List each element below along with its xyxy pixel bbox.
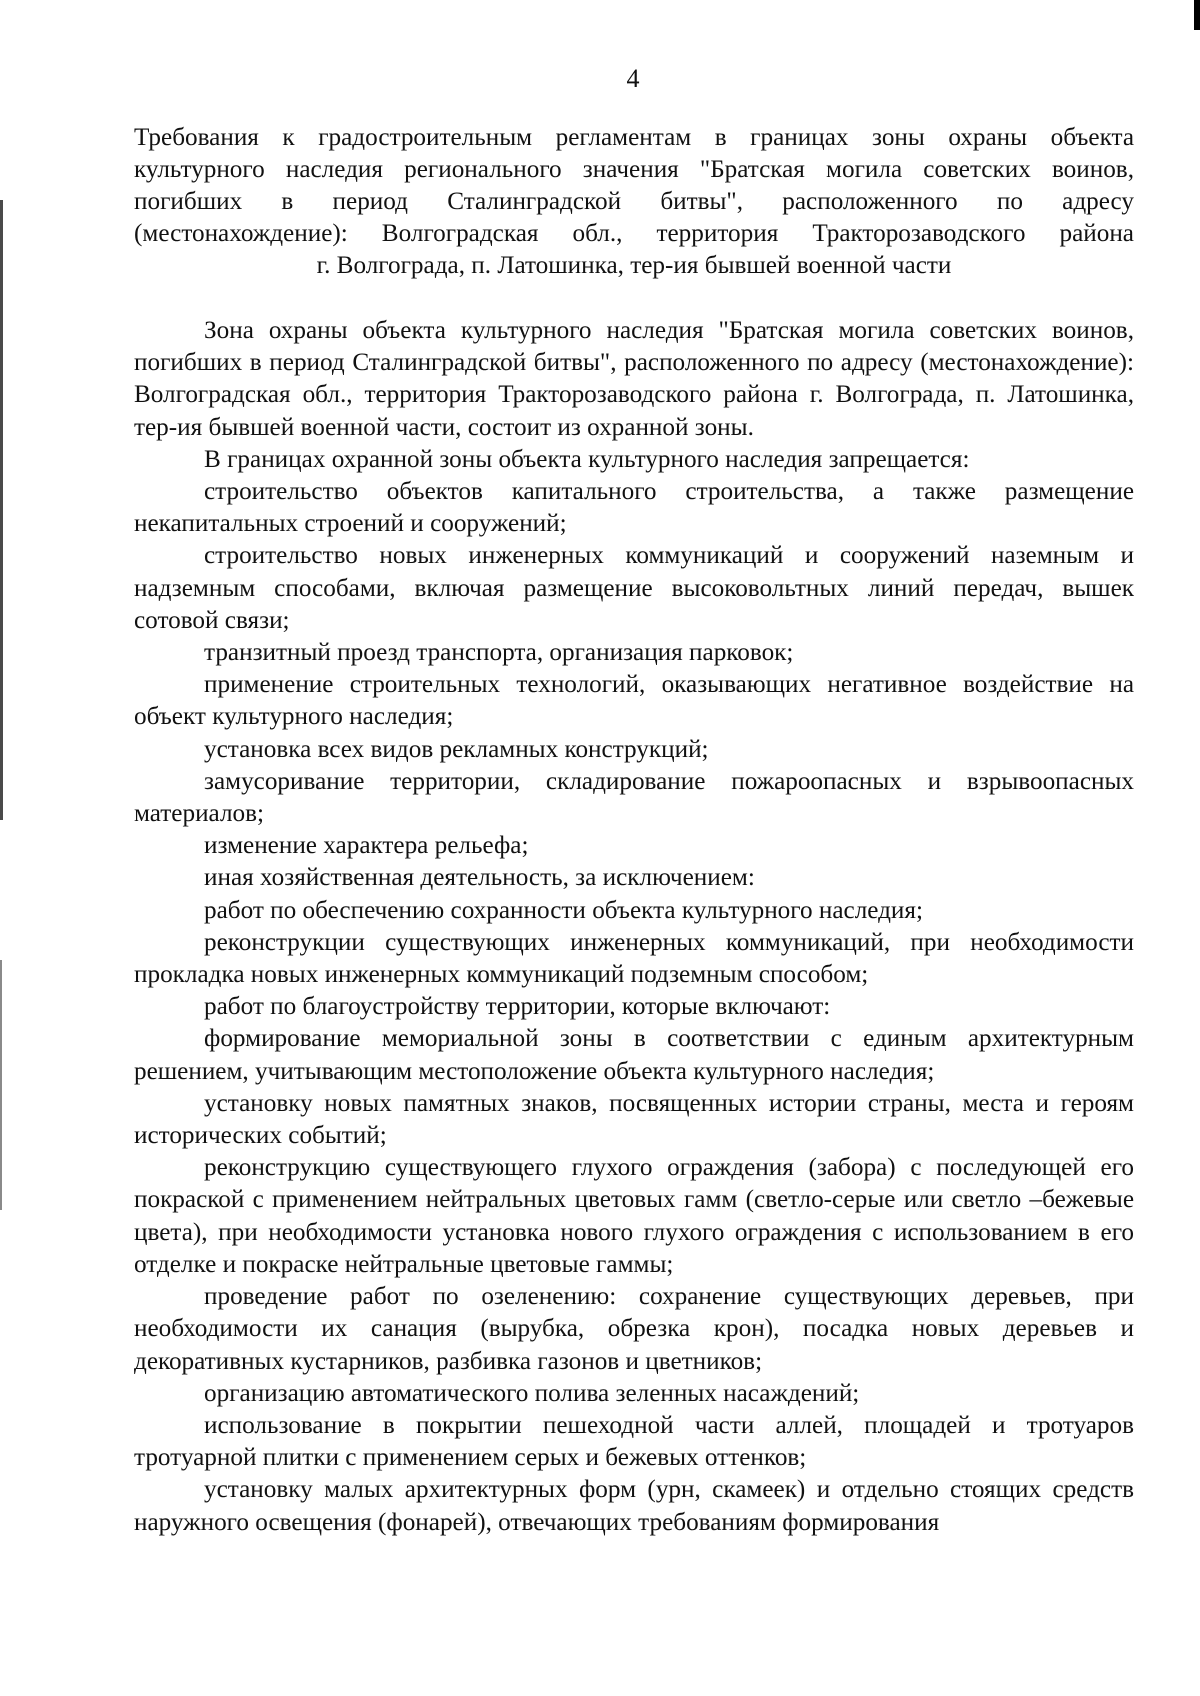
body-paragraph: установка всех видов рекламных конструкций; — [204, 735, 709, 763]
document-heading — [134, 122, 1134, 282]
body-paragraph: изменение характера рельефа; — [204, 832, 529, 860]
body-paragraph: В границах охранной зоны объекта культурного наследия запрещается: — [204, 445, 970, 473]
scan-corner-mark — [1194, 0, 1200, 30]
body-paragraph: формирование мемориальной зоны в соответствии с единым архитектурным решением, учитывающим местоположение объекта культурного наследия; — [134, 1025, 1134, 1085]
body-paragraph: применение строительных технологий, оказывающих негативное воздействие на объект культурного наследия; — [134, 671, 1134, 731]
body-paragraph: реконструкцию существующего глухого ограждения (забора) с последующей его покраской с применением нейтральных цветовых гамм (светло-серые или светло –бежевые цвета), при необходимости установка нового глухого ограждения с использованием в его отделке и покраске нейтральные цветовые гаммы; — [134, 1154, 1134, 1278]
body-paragraph: установку малых архитектурных форм (урн, скамеек) и отдельно стоящих средств наружного освещения (фонарей), отвечающих требованиям формирования — [134, 1476, 1134, 1536]
body-paragraph: реконструкции существующих инженерных коммуникаций, при необходимости прокладка новых инженерных коммуникаций подземным способом; — [134, 928, 1134, 989]
heading-line: Требования к градостроительным регламентам в границах зоны охраны объекта — [134, 124, 1134, 151]
body-paragraph: строительство объектов капитального строительства, а также размещение некапитальных строений и сооружений; — [134, 478, 1134, 538]
body-paragraph: работ по благоустройству территории, которые включают: — [204, 993, 831, 1021]
body-paragraph: установку новых памятных знаков, посвященных истории страны, места и героям исторических событий; — [134, 1089, 1134, 1150]
scan-edge-shadow — [0, 200, 3, 820]
body-paragraph: использование в покрытии пешеходной части аллей, площадей и тротуаров тротуарной плитки с применением серых и бежевых оттенков; — [134, 1411, 1134, 1472]
heading-line: погибших в период Сталинградской битвы", расположенного по адресу — [134, 188, 1134, 215]
document-body — [134, 315, 1134, 1539]
scan-edge-shadow — [0, 960, 2, 1210]
body-paragraph: иная хозяйственная деятельность, за исключением: — [204, 864, 755, 892]
heading-line: г. Волгограда, п. Латошинка, тер-ия бывшей военной части — [316, 252, 952, 279]
body-paragraph: Зона охраны объекта культурного наследия "Братская могила советских воинов, погибших в период Сталинградской битвы", расположенного по адресу (местонахождение): Волгоградская обл., территория Тракторозаводского района г. Волгограда, п. Латошинка, тер-ия бывшей военной части, состоит из охранной зоны. — [134, 317, 1134, 441]
body-paragraph: работ по обеспечению сохранности объекта культурного наследия; — [204, 896, 923, 924]
body-paragraph: строительство новых инженерных коммуникаций и сооружений наземным и надземным способами, включая размещение высоковольтных линий передач, вышек сотовой связи; — [134, 542, 1134, 634]
body-paragraph: проведение работ по озеленению: сохранение существующих деревьев, при необходимости их санация (вырубка, обрезка крон), посадка новых деревьев и декоративных кустарников, разбивка газонов и цветников; — [134, 1283, 1134, 1375]
body-paragraph: организацию автоматического полива зеленных насаждений; — [204, 1379, 860, 1407]
heading-line: культурного наследия регионального значения "Братская могила советских воинов, — [134, 156, 1134, 183]
heading-line: (местонахождение): Волгоградская обл., территория Тракторозаводского района — [134, 220, 1134, 247]
page-number: 4 — [626, 64, 640, 93]
body-paragraph: замусоривание территории, складирование пожароопасных и взрывоопасных материалов; — [134, 767, 1134, 828]
body-paragraph: транзитный проезд транспорта, организация парковок; — [204, 639, 794, 667]
